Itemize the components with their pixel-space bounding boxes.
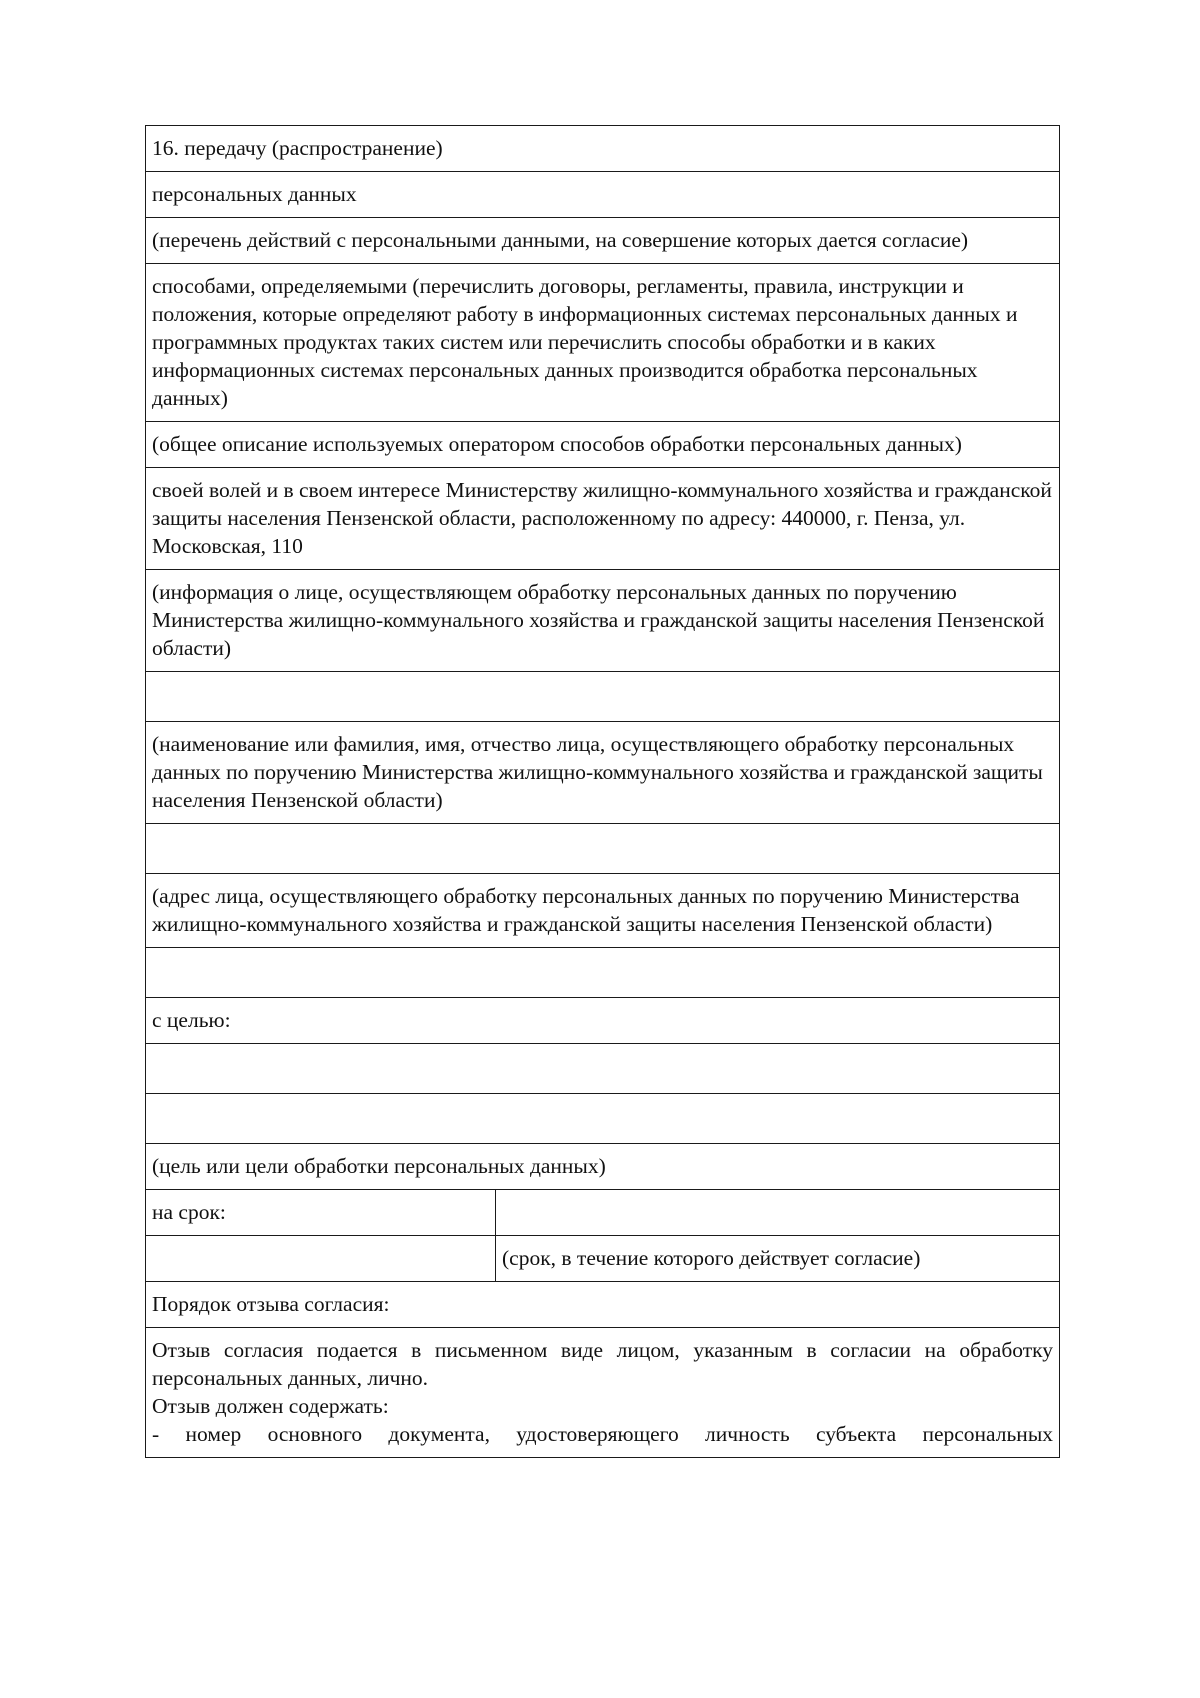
table-row [146, 874, 1060, 948]
table-row [146, 264, 1060, 422]
processing-methods-caption: (общее описание используемых оператором способов обработки персональных данных) [146, 422, 1060, 468]
table-row [146, 1094, 1060, 1144]
actions-list-caption: (перечень действий с персональными данными, на совершение которых дается согласие) [146, 218, 1060, 264]
table-row [146, 672, 1060, 722]
table-row [146, 1044, 1060, 1094]
processor-name-caption: (наименование или фамилия, имя, отчество лица, осуществляющего обработку персональных данных по поручению Министерства жилищно-коммунального хозяйства и гражданской защиты населения Пензенской области) [146, 722, 1060, 824]
table-row [146, 570, 1060, 672]
action-object-text: персональных данных [146, 172, 1060, 218]
term-caption: (срок, в течение которого действует согласие) [496, 1236, 1060, 1282]
blank-field[interactable] [146, 948, 1060, 998]
term-label: на срок: [146, 1190, 496, 1236]
table-row [146, 998, 1060, 1044]
revocation-heading: Порядок отзыва согласия: [146, 1282, 1060, 1328]
table-row [146, 1190, 1060, 1236]
table-row [146, 824, 1060, 874]
purpose-caption: (цель или цели обработки персональных данных) [146, 1144, 1060, 1190]
purpose-field-2[interactable] [146, 1094, 1060, 1144]
consent-form-table [145, 125, 1060, 1458]
processor-name-field[interactable] [146, 672, 1060, 722]
table-row [146, 1328, 1060, 1458]
table-row [146, 126, 1060, 172]
processor-address-caption: (адрес лица, осуществляющего обработку персональных данных по поручению Министерства жилищно-коммунального хозяйства и гражданской защиты населения Пензенской области) [146, 874, 1060, 948]
purpose-label: с целью: [146, 998, 1060, 1044]
table-row [146, 722, 1060, 824]
table-row [146, 422, 1060, 468]
revocation-text [146, 1328, 1060, 1458]
table-row [146, 172, 1060, 218]
purpose-field-1[interactable] [146, 1044, 1060, 1094]
term-blank-cell [146, 1236, 496, 1282]
table-row [146, 948, 1060, 998]
action-item-16: 16. передачу (распространение) [146, 126, 1060, 172]
table-row [146, 218, 1060, 264]
operator-info-text: своей волей и в своем интересе Министерству жилищно-коммунального хозяйства и гражданской защиты населения Пензенской области, расположенному по адресу: 440000, г. Пенза, ул. Московская, 110 [146, 468, 1060, 570]
table-row [146, 1282, 1060, 1328]
revocation-paragraph-3: - номер основного документа, удостоверяющего личность субъекта персональных [152, 1422, 1054, 1446]
revocation-paragraph-1: Отзыв согласия подается в письменном виде лицом, указанным в согласии на обработку персональных данных, лично. [152, 1338, 1054, 1390]
processing-methods-text: способами, определяемыми (перечислить договоры, регламенты, правила, инструкции и положения, которые определяют работу в информационных системах персональных данных и программных продуктах таких систем или перечислить способы обработки и в каких информационных системах персональных данных производится обработка персональных данных) [146, 264, 1060, 422]
processor-info-caption: (информация о лице, осуществляющем обработку персональных данных по поручению Министерства жилищно-коммунального хозяйства и гражданской защиты населения Пензенской области) [146, 570, 1060, 672]
table-row [146, 1236, 1060, 1282]
term-field[interactable] [496, 1190, 1060, 1236]
processor-address-field[interactable] [146, 824, 1060, 874]
table-row [146, 1144, 1060, 1190]
revocation-paragraph-2: Отзыв должен содержать: [152, 1394, 389, 1418]
table-row [146, 468, 1060, 570]
